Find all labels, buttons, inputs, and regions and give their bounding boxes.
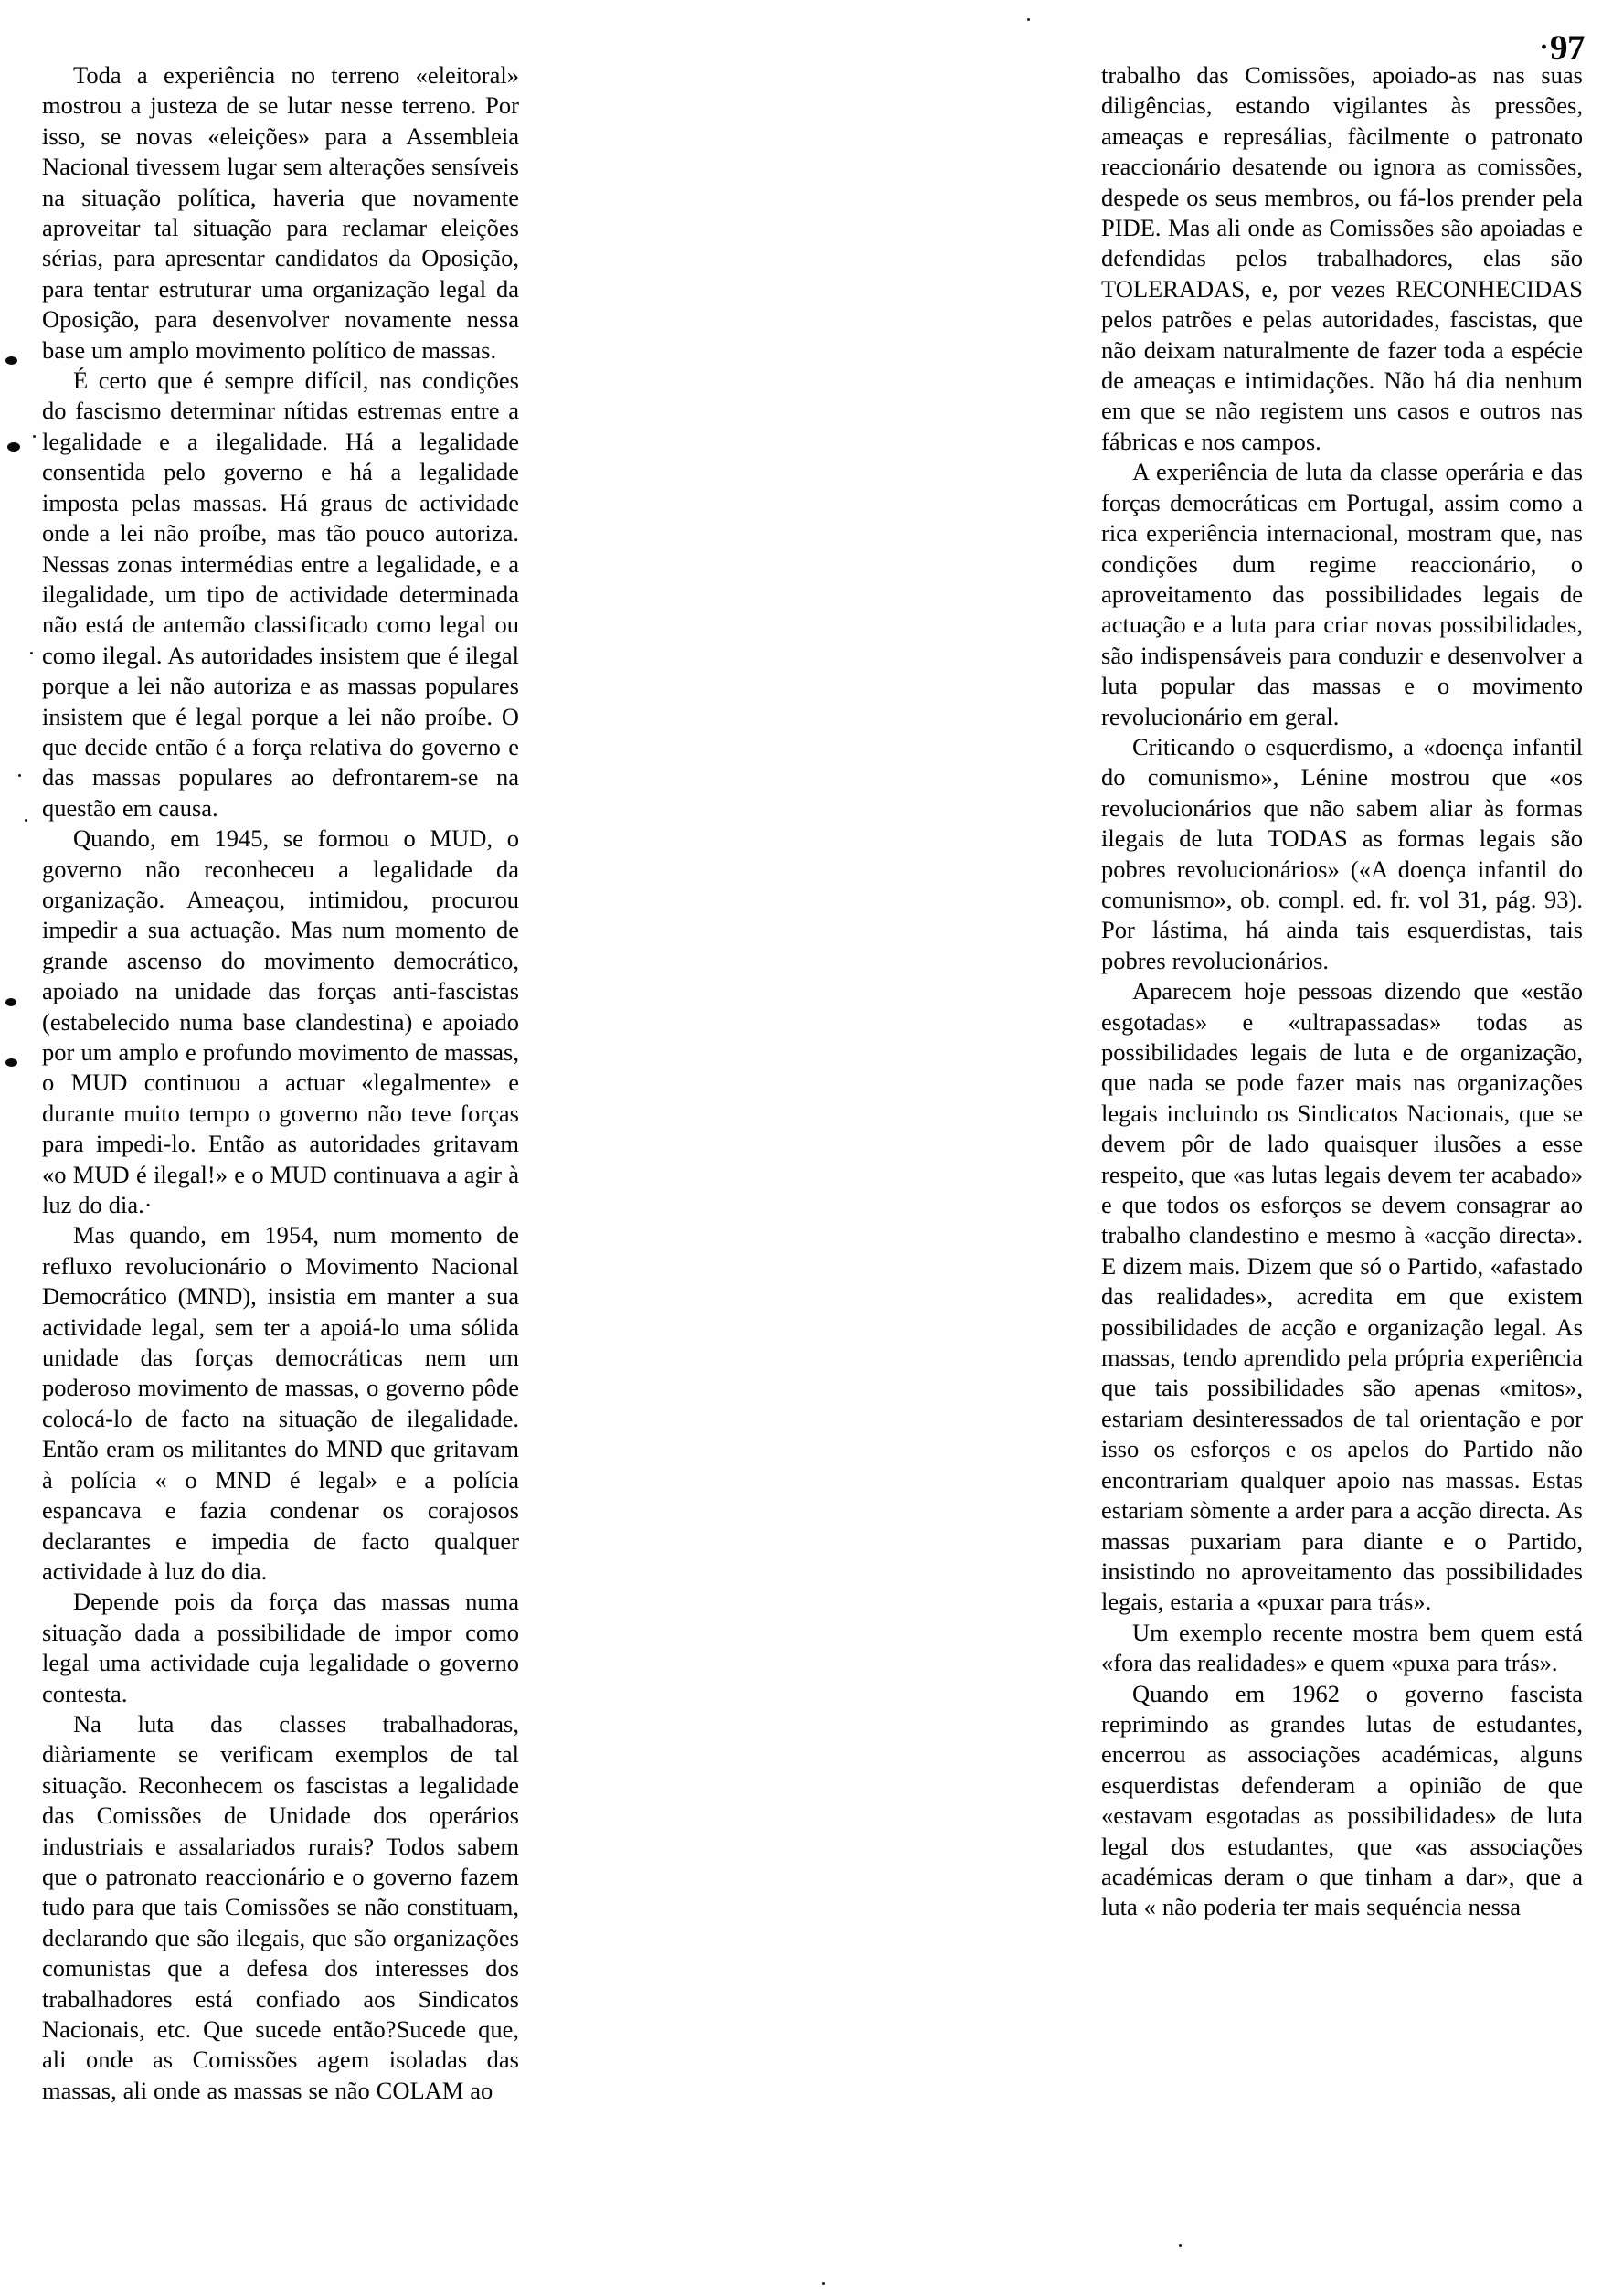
margin-ink-blot (5, 356, 17, 365)
two-column-body (42, 60, 1583, 2106)
scan-speck (25, 819, 27, 822)
paragraph: Depende pois da força das massas numa situação dada a possibilidade de impor como legal uma actividade cuja legalidade o governo contesta. (42, 1588, 519, 1707)
margin-ink-blot (5, 998, 16, 1006)
paragraph: A experiência de luta da classe operária e das forças democráticas em Portugal, assim como a rica experiência internacional, mostram que, nas condições dum regime reaccionário, o aproveitamento das possibilidades legais de actuação e a luta para criar novas possibilidades, são indispensáveis para conduzir e desenvolver a luta popular das massas e o movimento revolucionário em geral. (1101, 458, 1583, 730)
paragraph: Toda a experiência no terreno «eleitoral» mostrou a justeza de se lutar nesse terreno. Por isso, se novas «eleições» para a Assembleia Nacional tivessem lugar sem alterações sensíveis na situação política, haveria que novamente aproveitar tal situação para reclamar eleições sérias, para apresentar candidatos da Oposição, para tentar estruturar uma organização legal da Oposição, para desenvolver novamente nessa base um amplo movimento político de massas. (42, 61, 519, 364)
scan-speck (33, 435, 36, 438)
scan-speck (1027, 18, 1030, 21)
right-text-column (1101, 60, 1583, 2106)
scan-speck (30, 652, 33, 654)
folio-value: 97 (1550, 28, 1585, 68)
scan-speck (18, 774, 21, 777)
paragraph: Quando, em 1945, se formou o MUD, o governo não reconheceu a legalidade da organização. Ameaçou, intimidou, procurou impedir a sua actuação. Mas num momento de grande ascenso do movimento democrático, apoiado na unidade das forças anti-fascistas (estabelecido numa base clandestina) e apoiado por um amplo e profundo movimento de massas, o MUD continuou a actuar «legalmente» e durante muito tempo o governo não teve forças para impedi-lo. Então as autoridades gritavam «o MUD é ilegal!» e o MUD continuava a agir à luz do dia.· (42, 824, 519, 1219)
folio-lead-dot: · (1539, 32, 1548, 62)
margin-ink-blot (5, 1058, 17, 1067)
paragraph: Criticando o esquerdismo, a «doença infantil do comunismo», Lénine mostrou que «os revolucionários que não sabem aliar às formas ilegais de luta TODAS as formas legais são pobres revolucionários» («A doença infantil do comunismo», ob. compl. ed. fr. vol 31, pág. 93). Por lástima, há ainda tais esquerdistas, tais pobres revolucionários. (1101, 732, 1583, 974)
margin-ink-blot (7, 442, 20, 452)
paragraph: Na luta das classes trabalhadoras, diàriamente se verificam exemplos de tal situação. Reconhecem os fascistas a legalidade das Comissões de Unidade dos operários industriais e assalariados rurais? Todos sabem que o patronato reaccionário e o governo fazem tudo para que tais Comissões se não constituam, declarando que são ilegais, que são organizações comunistas que a defesa dos interesses dos trabalhadores está confiado aos Sindicatos Nacionais, etc. Que sucede então?Sucede que, ali onde as Comissões agem isoladas das massas, ali onde as massas se não COLAM ao (42, 1709, 519, 2104)
left-text-column (42, 60, 519, 2106)
paragraph: Aparecem hoje pessoas dizendo que «estão esgotadas» e «ultrapassadas» todas as possibilidades legais de luta e de organização, que nada se pode fazer mais nas organizações legais incluindo os Sindicatos Nacionais, que se devem pôr de lado quaisquer ilusões a esse respeito, que «as lutas legais devem ter acabado» e que todos os esforços se devem consagrar ao trabalho clandestino e mesmo à «acção directa». E dizem mais. Dizem que só o Partido, «afastado das realidades», acredita em que existem possibilidades de acção e organização legal. As massas, tendo aprendido pela própria experiência que tais possibilidades são apenas «mitos», estariam desinteressados de tal orientação e por isso os esforços e os apelos do Partido não encontrariam qualquer apoio nas massas. Estas estariam sòmente a arder para a acção directa. As massas puxariam para diante e o Partido, insistindo no aproveitamento das possibilidades legais, estaria a «puxar para trás». (1101, 977, 1583, 1616)
paragraph: Mas quando, em 1954, num momento de refluxo revolucionário o Movimento Nacional Democrático (MND), insistia em manter a sua actividade legal, sem ter a apoiá-lo uma sólida unidade das forças democráticas nem um poderoso movimento de massas, o governo pôde colocá-lo de facto na situação de ilegalidade. Então eram os militantes do MND que gritavam à polícia « o MND é legal» e a polícia espancava e fazia condenar os corajosos declarantes e impedia de facto qualquer actividade à luz do dia. (42, 1221, 519, 1585)
paragraph: Um exemplo recente mostra bem quem está «fora das realidades» e quem «puxa para trás». (1101, 1618, 1583, 1677)
scan-speck (1179, 2244, 1182, 2247)
scan-speck (822, 2282, 825, 2285)
paragraph: trabalho das Comissões, apoiado-as nas suas diligências, estando vigilantes às pressões, ameaças e represálias, fàcilmente o patronato reaccionário desatende ou ignora as comissões, despede os seus membros, ou fá-los prender pela PIDE. Mas ali onde as Comissões são apoiadas e defendidas pelos trabalhadores, elas são TOLERADAS, e, por vezes RECONHECIDAS pelos patrões e pelas autoridades, fascistas, que não deixam naturalmente de fazer toda a espécie de ameaças e intimidações. Não há dia nenhum em que se não registem uns casos e outros nas fábricas e nos campos. (1101, 61, 1583, 455)
paragraph: É certo que é sempre difícil, nas condições do fascismo determinar nítidas estremas entre a legalidade e a ilegalidade. Há a legalidade consentida pelo governo e há a legalidade imposta pelas massas. Há graus de actividade onde a lei não proíbe, mas tão pouco autoriza. Nessas zonas intermédias entre a legalidade, e a ilegalidade, um tipo de actividade determinada não está de antemão classificado como legal ou como ilegal. As autoridades insistem que é ilegal porque a lei não autoriza e as massas populares insistem que é legal porque a lei não proíbe. O que decide então é a força relativa do governo e das massas populares ao defrontarem-se na questão em causa. (42, 367, 519, 822)
paragraph: Quando em 1962 o governo fascista reprimindo as grandes lutas de estudantes, encerrou as associações académicas, alguns esquerdistas defenderam a opinião de que «estavam esgotadas as possibilidades» de luta legal dos estudantes, que «as associações académicas deram o que tinham a dar», que a luta « não poderia ter mais sequéncia nessa (1101, 1679, 1583, 1921)
